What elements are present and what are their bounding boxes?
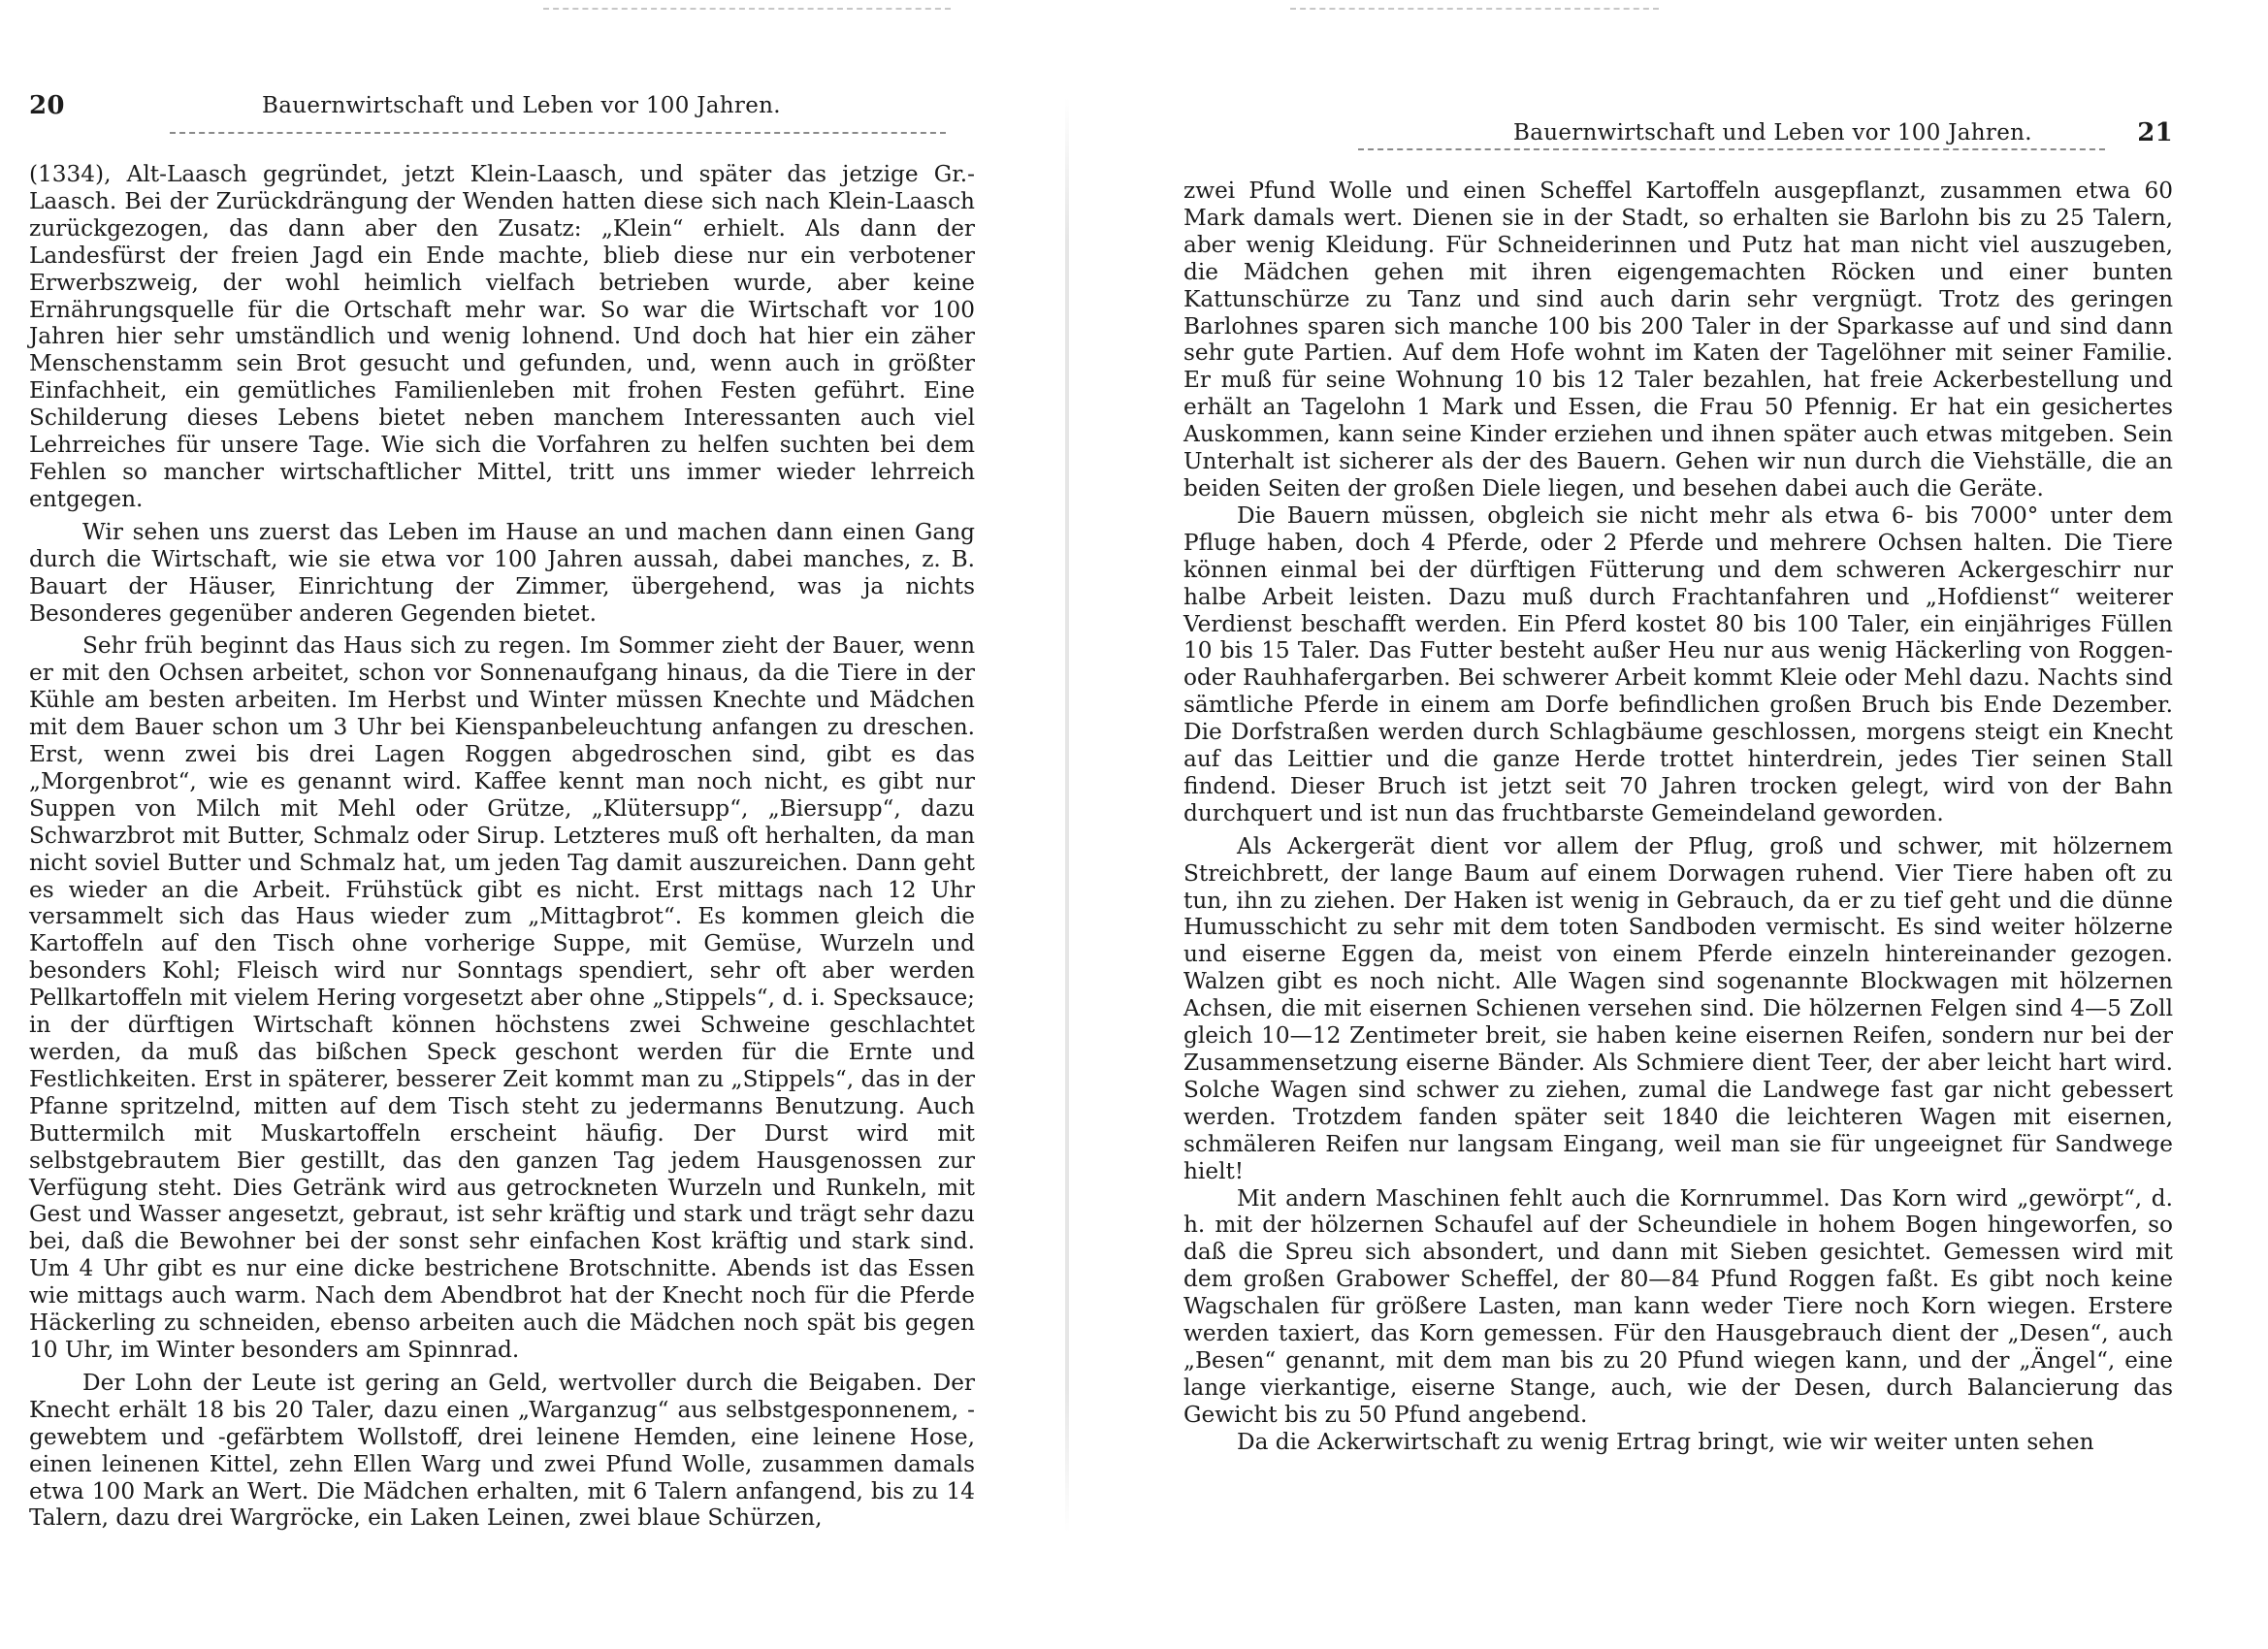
right-header-rule <box>1358 148 2105 150</box>
right-paragraph-1: zwei Pfund Wolle und einen Scheffel Kartoffeln ausgepflanzt, zusammen etwa 60 Mark damals wert. Dienen sie in der Stadt, so erhalten sie Barlohn bis zu 25 Talern, aber wenig Kleidung. Für Schneiderinnen und Putz hat man nicht viel auszugeben, die Mädchen gehen mit ihren eigengemachten Röcken und einer bunten Kattunschürze zu Tanz und sind auch darin sehr vergnügt. Trotz des geringen Barlohnes sparen sich manche 100 bis 200 Taler in der Sparkasse auf und sind dann sehr gute Partien. Auf dem Hofe wohnt im Katen der Tagelöhner mit seiner Familie. Er muß für seine Wohnung 10 bis 12 Taler bezahlen, hat freie Ackerbestellung und erhält an Tagelohn 1 Mark und Essen, die Frau 50 Pfennig. Er hat ein gesichertes Auskommen, kann seine Kinder erziehen und ihnen später auch etwas mitgeben. Sein Unterhalt ist sicherer als der des Bauern. Gehen wir nun durch die Viehställe, die an beiden Seiten der großen Diele liegen, und besehen dabei auch die Geräte. <box>1183 178 2173 501</box>
right-paragraph-3: Als Ackergerät dient vor allem der Pflug, groß und schwer, mit hölzernem Streichbrett, der lange Baum auf einem Dorwagen ruhend. Vier Tiere haben oft zu tun, ihn zu ziehen. Der Haken ist wenig in Gebrauch, da er zu tief geht und die dünne Humusschicht zu sehr mit dem toten Sandboden vermischt. Es sind weiter hölzerne und eiserne Eggen da, meist von einem Pferde einzeln hintereinander gezogen. Walzen gibt es noch nicht. Alle Wagen sind sogenannte Blockwagen mit hölzernen Achsen, die mit eisernen Schienen versehen sind. Die hölzernen Felgen sind 4—5 Zoll gleich 10—12 Zentimeter breit, sie haben keine eisernen Reifen, sondern nur bei der Zusammensetzung eiserne Bänder. Als Schmiere dient Teer, der aber leicht hart wird. Solche Wagen sind schwer zu ziehen, zumal die Landwege fast gar nicht gebessert werden. Trotzdem fanden später seit 1840 die leichteren Wagen mit eisernen, schmäleren Reifen nur langsam Eingang, weil man sie für ungeeignet für Sandwege hielt! <box>1183 832 2173 1184</box>
left-paragraph-4: Der Lohn der Leute ist gering an Geld, wertvoller durch die Beigaben. Der Knecht erhält 18 bis 20 Taler, dazu einen „Warganzug“ aus selbstgesponnenem, -gewebtem und -gefärbtem Wollstoff, drei leinene Hemden, eine leinene Hose, einen leinenen Kittel, zehn Ellen Warg und zwei Pfund Wolle, zusammen damals etwa 100 Mark an Wert. Die Mädchen erhalten, mit 6 Talern anfangend, bis zu 14 Talern, dazu drei Wargröcke, ein Laken Leinen, zwei blaue Schürzen, <box>29 1369 975 1532</box>
right-page-number: 21 <box>2137 118 2173 147</box>
right-page-body <box>1183 178 2173 1456</box>
left-paragraph-2: Wir sehen uns zuerst das Leben im Hause an und machen dann einen Gang durch die Wirtschaft, wie sie etwa vor 100 Jahren aussah, dabei manches, z. B. Bauart der Häuser, Einrichtung der Zimmer, übergehend, was ja nichts Besonderes gegenüber anderen Gegenden bietet. <box>29 518 975 627</box>
left-page-body <box>29 161 975 1532</box>
right-paragraph-4: Mit andern Maschinen fehlt auch die Kornrummel. Das Korn wird „gewörpt“, d. h. mit der hölzernen Schaufel auf der Scheundiele in hohem Bogen hingeworfen, so daß die Spreu sich absondert, und dann mit Sieben gesichtet. Gemessen wird mit dem großen Grabower Scheffel, der 80—84 Pfund Roggen faßt. Es gibt noch keine Wagschalen für größere Lasten, man kann weder Tiere noch Korn wiegen. Erstere werden taxiert, das Korn gemessen. Für den Hausgebrauch dient der „Desen“, auch „Besen“ genannt, mit dem man bis zu 20 Pfund wiegen kann, und der „Ängel“, eine lange vierkantige, eiserne Stange, auch, wie der Desen, durch Balancierung das Gewicht bis zu 50 Pfund angebend. <box>1183 1184 2173 1428</box>
right-page-header <box>1183 118 2173 157</box>
left-header-rule <box>170 132 946 134</box>
left-paragraph-1: (1334), Alt-Laasch gegründet, jetzt Klein-Laasch, und später das jetzige Gr.-Laasch. Bei der Zurückdrängung der Wenden hatten diese sich nach Klein-Laasch zurückgezogen, das dann aber den Zusatz: „Klein“ erhielt. Als dann der Landesfürst der freien Jagd ein Ende machte, blieb diese nur ein verbotener Erwerbszweig, der wohl heimlich vielfach betrieben wurde, aber keine Ernährungsquelle für die Ortschaft mehr war. So war die Wirtschaft vor 100 Jahren hier sehr umständlich und wenig lohnend. Und doch hat hier ein zäher Menschenstamm sein Brot gesucht und gefunden, und, wenn auch in größter Einfachheit, ein gemütliches Familienleben mit frohen Festen geführt. Eine Schilderung dieses Lebens bietet neben manchem Interessanten auch viel Lehrreiches für unsere Tage. Wie sich die Vorfahren zu helfen suchten bei dem Fehlen so mancher wirtschaftlicher Mittel, tritt uns immer wieder lehrreich entgegen. <box>29 161 975 512</box>
right-running-head: Bauernwirtschaft und Leben vor 100 Jahren. <box>1513 120 2032 146</box>
left-page-header <box>29 91 975 130</box>
right-paragraph-2: Die Bauern müssen, obgleich sie nicht mehr als etwa 6- bis 7000° unter dem Pfluge haben, doch 4 Pferde, oder 2 Pferde und mehrere Ochsen halten. Die Tiere können einmal bei der dürftigen Fütterung und dem schweren Ackergeschirr nur halbe Arbeit leisten. Dazu muß durch Frachtanfahren und „Hofdienst“ weiterer Verdienst beschafft werden. Ein Pferd kostet 80 bis 100 Taler, ein einjähriges Füllen 10 bis 15 Taler. Das Futter besteht außer Heu nur aus wenig Häckerling von Roggen- oder Rauhhafergarben. Bei schwerer Arbeit kommt Kleie oder Mehl dazu. Nachts sind sämtliche Pferde in einem am Dorfe befindlichen großen Bruch bis Ende Dezember. Die Dorfstraßen werden durch Schlagbäume geschlossen, morgens steigt ein Knecht auf das Leittier und die ganze Herde trottet hinterdrein, jedes Tier seinen Stall findend. Dieser Bruch ist jetzt seit 70 Jahren trocken gelegt, wird von der Bahn durchquert und ist nun das fruchtbarste Gemeindeland geworden. <box>1183 501 2173 826</box>
left-page-number: 20 <box>29 91 65 120</box>
left-page <box>0 0 1077 1649</box>
left-running-head: Bauernwirtschaft und Leben vor 100 Jahren. <box>262 93 781 118</box>
right-paragraph-5: Da die Ackerwirtschaft zu wenig Ertrag bringt, wie wir weiter unten sehen <box>1237 1428 2094 1455</box>
right-page <box>1096 0 2268 1649</box>
left-paragraph-3: Sehr früh beginnt das Haus sich zu regen. Im Sommer zieht der Bauer, wenn er mit den Ochsen arbeitet, schon vor Sonnenaufgang hinaus, da die Tiere in der Kühle am besten arbeiten. Im Herbst und Winter müssen Knechte und Mädchen mit dem Bauer schon um 3 Uhr bei Kienspanbeleuchtung anfangen zu dreschen. Erst, wenn zwei bis drei Lagen Roggen abgedroschen sind, gibt es das „Morgenbrot“, wie es genannt wird. Kaffee kennt man noch nicht, es gibt nur Suppen von Milch mit Mehl oder Grütze, „Klütersupp“, „Biersupp“, dazu Schwarzbrot mit Butter, Schmalz oder Sirup. Letzteres muß oft herhalten, da man nicht soviel Butter und Schmalz hat, um jeden Tag damit auszureichen. Dann geht es wieder an die Arbeit. Frühstück gibt es nicht. Erst mittags nach 12 Uhr versammelt sich das Haus wieder zum „Mittagbrot“. Es kommen gleich die Kartoffeln auf den Tisch ohne vorherige Suppe, mit Gemüse, Wurzeln und besonders Kohl; Fleisch wird nur Sonntags spendiert, sehr oft aber werden Pellkartoffeln mit vielem Hering vorgesetzt aber ohne „Stippels“, d. i. Specksauce; in der dürftigen Wirtschaft können höchstens zwei Schweine geschlachtet werden, da muß das bißchen Speck geschont werden für die Ernte und Festlichkeiten. Erst in späterer, besserer Zeit kommt man zu „Stippels“, das in der Pfanne spritzelnd, mitten auf dem Tisch steht zu jedermanns Benutzung. Auch Buttermilch mit Muskartoffeln erscheint häufig. Der Durst wird mit selbstgebrautem Bier gestillt, das den ganzen Tag jedem Hausgenossen zur Verfügung steht. Dies Getränk wird aus getrockneten Wurzeln und Runkeln, mit Gest und Wasser angesetzt, gebraut, ist sehr kräftig und stark und trägt sehr dazu bei, daß die Bewohner bei der sonst sehr einfachen Kost kräftig und stark sind. Um 4 Uhr gibt es nur eine dicke bestrichene Brotschnitte. Abends ist das Essen wie mittags auch warm. Nach dem Abendbrot hat der Knecht noch für die Pferde Häckerling zu schneiden, ebenso arbeiten auch die Mädchen noch spät bis gegen 10 Uhr, im Winter besonders am Spinnrad. <box>29 632 975 1363</box>
